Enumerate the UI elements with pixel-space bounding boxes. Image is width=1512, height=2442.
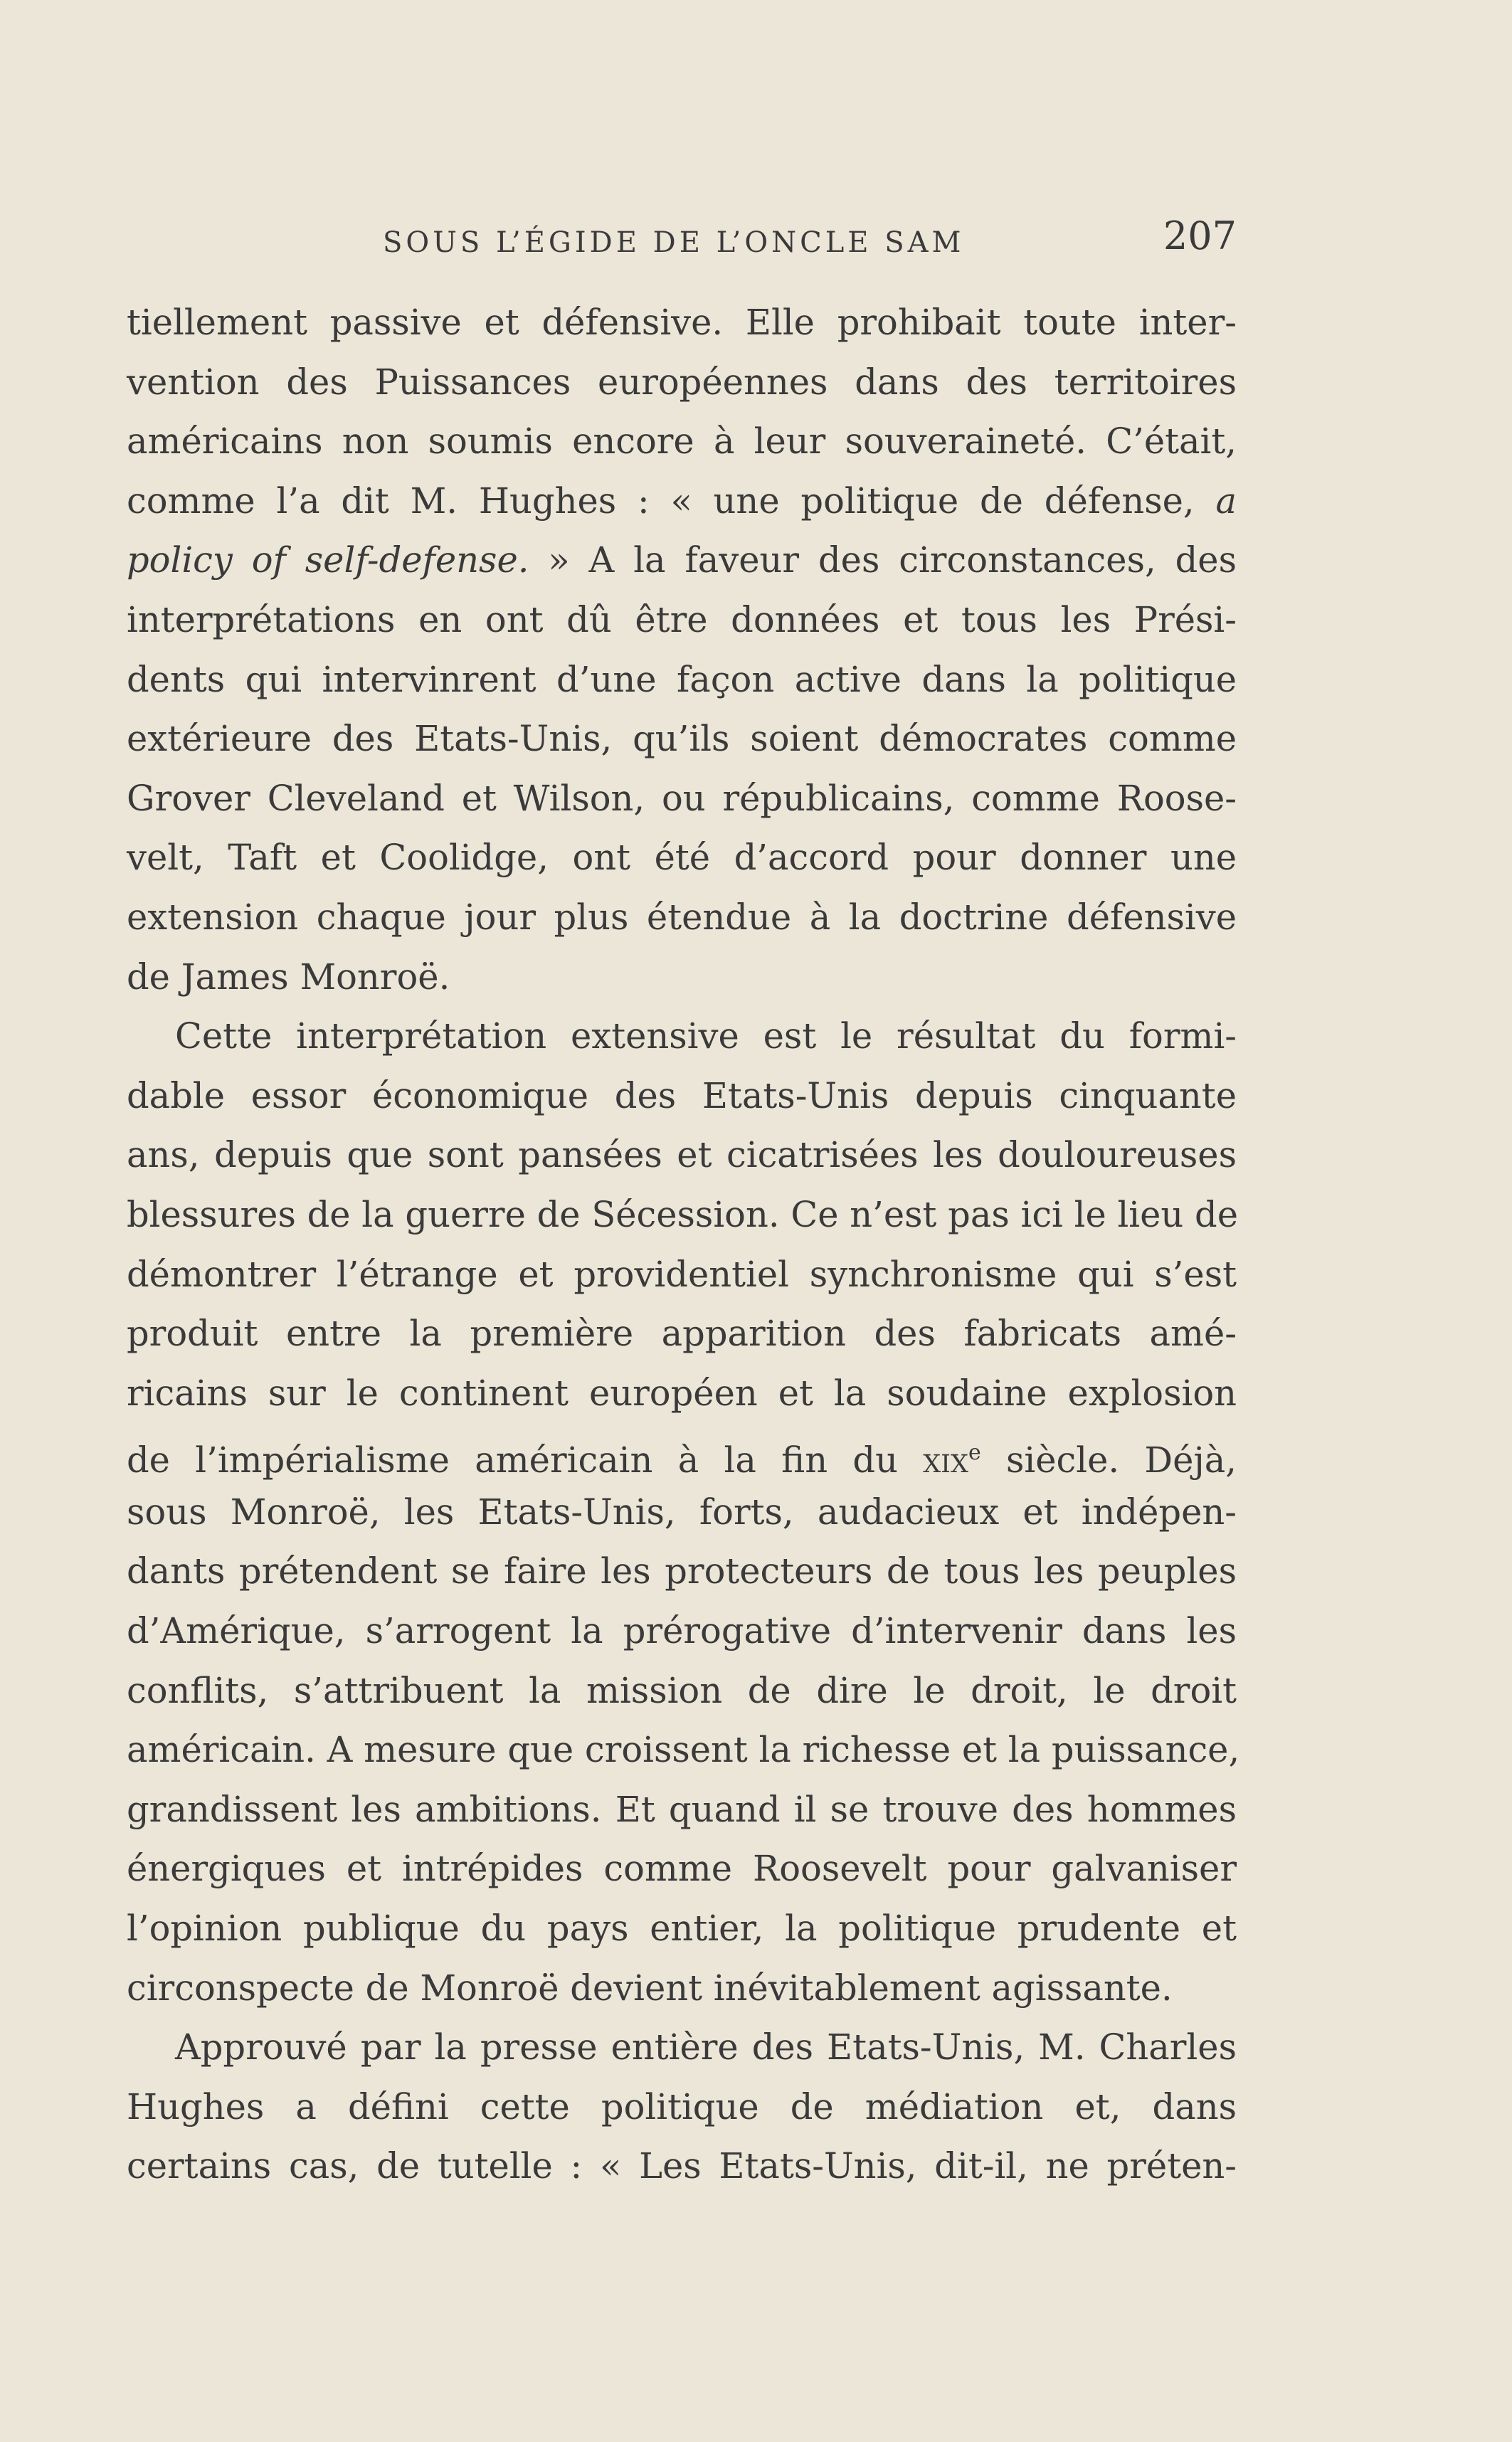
text-line: Grover Cleveland et Wilson, ou républicains, comme Roose- — [127, 777, 1237, 819]
superscript: e — [968, 1440, 981, 1466]
text-line: Cette interprétation extensive est le résultat du formi- — [175, 1015, 1237, 1057]
text-line: blessures de la guerre de Sécession. Ce n’est pas ici le lieu de — [127, 1193, 1239, 1235]
running-title: SOUS L’ÉGIDE DE L’ONCLE SAM — [383, 226, 965, 259]
text-line: d’Amérique, s’arrogent la prérogative d’intervenir dans les — [127, 1610, 1237, 1652]
text-line: comme l’a dit M. Hughes : « une politique de défense, a — [127, 480, 1237, 522]
text-line: Hughes a défini cette politique de médiation et, dans — [127, 2086, 1237, 2128]
text-line: produit entre la première apparition des fabricats amé- — [127, 1313, 1237, 1355]
page-header — [127, 213, 1237, 278]
text-line: sous Monroë, les Etats-Unis, forts, audacieux et indépen- — [127, 1491, 1237, 1533]
text-line: américains non soumis encore à leur souveraineté. C’était, — [127, 421, 1237, 462]
text-line: de James Monroë. — [127, 956, 450, 998]
text-line: ans, depuis que sont pansées et cicatrisées les douloureuses — [127, 1134, 1237, 1176]
text-line: vention des Puissances européennes dans des territoires — [127, 361, 1237, 403]
text-segment: » A la faveur des circonstances, des — [529, 539, 1237, 581]
text-line: tiellement passive et défensive. Elle prohibait toute inter- — [127, 302, 1237, 343]
text-line: grandissent les ambitions. Et quand il se trouve des hommes — [127, 1788, 1237, 1830]
text-line: extension chaque jour plus étendue à la doctrine défensive — [127, 896, 1237, 938]
italic-phrase: policy of self-defense. — [127, 539, 529, 581]
text-line: interprétations en ont dû être données et tous les Prési- — [127, 598, 1237, 640]
text-line: circonspecte de Monroë devient inévitablement agissante. — [127, 1967, 1173, 2009]
text-line: américain. A mesure que croissent la richesse et la puissance, — [127, 1729, 1240, 1771]
text-line: énergiques et intrépides comme Roosevelt pour galvaniser — [127, 1848, 1237, 1890]
text-line: certains cas, de tutelle : « Les Etats-Unis, dit-il, ne préten- — [127, 2145, 1237, 2187]
page-number: 207 — [1163, 213, 1237, 258]
text-line — [127, 531, 1237, 591]
text-line: extérieure des Etats-Unis, qu’ils soient démocrates comme — [127, 718, 1237, 760]
century-numeral: xix — [923, 1439, 968, 1481]
text-line: dants prétendent se faire les protecteurs de tous les peuples — [127, 1550, 1237, 1592]
text-line: démontrer l’étrange et providentiel synchronisme qui s’est — [127, 1253, 1237, 1295]
text-line: l’opinion publique du pays entier, la politique prudente et — [127, 1908, 1237, 1950]
text-line: dable essor économique des Etats-Unis depuis cinquante — [127, 1074, 1237, 1116]
text-segment: siècle. Déjà, — [980, 1439, 1237, 1481]
text-line: conflits, s’attribuent la mission de dire le droit, le droit — [127, 1669, 1237, 1711]
body-text — [127, 293, 1240, 2197]
text-line: dents qui intervinrent d’une façon active dans la politique — [127, 658, 1237, 700]
text-line: Approuvé par la presse entière des Etats-Unis, M. Charles — [175, 2026, 1237, 2068]
text-line — [127, 1423, 1237, 1483]
text-line: velt, Taft et Coolidge, ont été d’accord pour donner une — [127, 837, 1237, 879]
text-segment: de l’impérialisme américain à la fin du — [127, 1439, 924, 1481]
text-line: ricains sur le continent européen et la soudaine explosion — [127, 1372, 1237, 1414]
